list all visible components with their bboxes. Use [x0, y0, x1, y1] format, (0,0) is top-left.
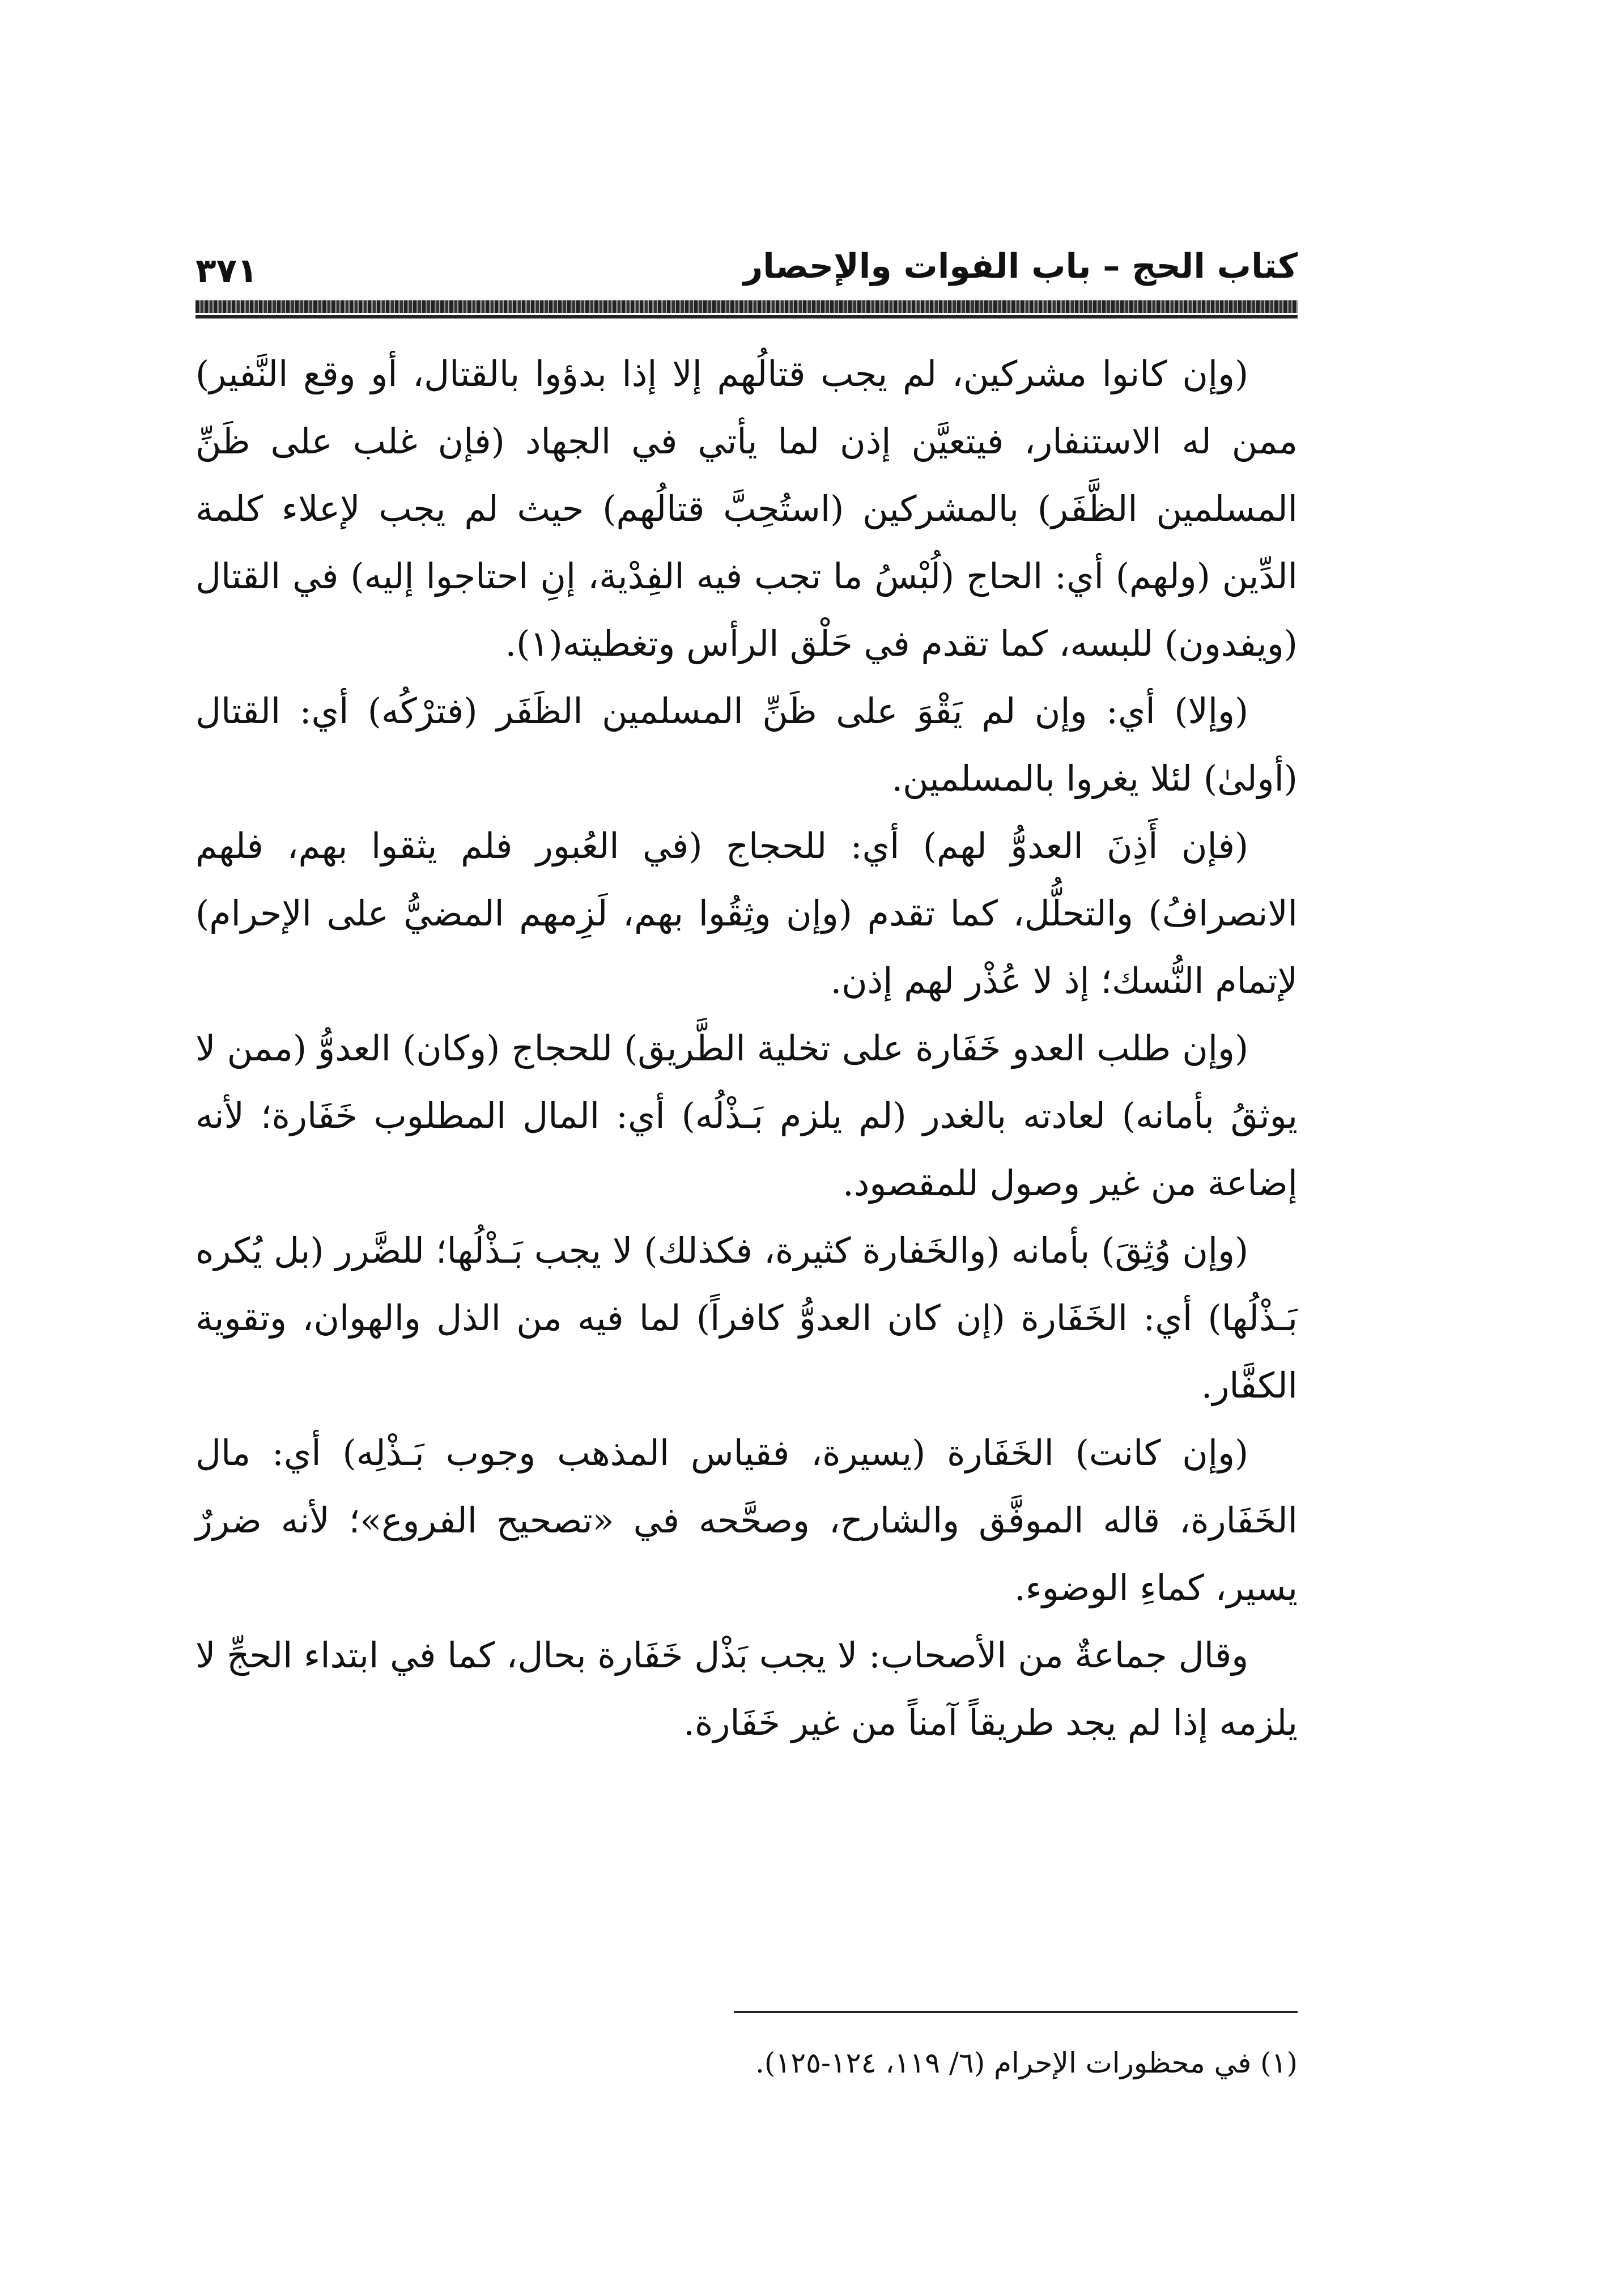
main-text	[195, 340, 1298, 1756]
page-number: ٣٧١	[195, 251, 258, 291]
paragraph: (وإلا) أي: وإن لم يَقْوَ على ظَنِّ المسلمين الظَفَر (فترْكُه) أي: القتال (أولىٰ) لئلا يغروا بالمسلمين.	[195, 690, 1298, 799]
paragraph: (وإن كانوا مشركين، لم يجب قتالُهم إلا إذا بدؤوا بالقتال، أو وقع النَّفير) ممن له الاستنفار، فيتعيَّن إذن لما يأتي في الجهاد (فإن غلب على ظَنِّ المسلمين الظَّفَر) بالمشركين (استُحِبَّ قتالُهم) حيث لم يجب لإعلاء كلمة الدِّين (ولهم) أي: الحاج (لُبْسُ ما تجب فيه الفِدْية، إنِ احتاجوا إليه) في القتال (ويفدون) للبسه، كما تقدم في حَلْق الرأس وتغطيته(١).	[195, 353, 1298, 664]
paragraph: (وإن طلب العدو خَفَارة على تخلية الطَّريق) للحجاج (وكان) العدوُّ (ممن لا يوثقُ بأمانه) لعادته بالغدر (لم يلزم بَـذْلُه) أي: المال المطلوب خَفَارة؛ لأنه إضاعة من غير وصول للمقصود.	[195, 1027, 1298, 1204]
footnote-separator	[734, 2011, 1298, 2013]
paragraph: (فإن أَذِنَ العدوُّ لهم) أي: للحجاج (في العُبور فلم يثقوا بهم، فلهم الانصرافُ) والتحلُّل، كما تقدم (وإن وثِقُوا بهم، لَزِمهم المضيُّ على الإحرام) لإتمام النُّسك؛ إذ لا عُذْر لهم إذن.	[195, 825, 1298, 1001]
paragraph: (وإن وُثِقَ) بأمانه (والخَفارة كثيرة، فكذلك) لا يجب بَـذْلُها؛ للضَّرر (بل يُكره بَـذْلُها) أي: الخَفَارة (إن كان العدوُّ كافراً) لما فيه من الذل والهوان، وتقوية الكفَّار.	[195, 1230, 1298, 1406]
header-title: كتاب الحج – باب الفوات والإحصار	[743, 247, 1298, 286]
running-header	[195, 238, 1298, 300]
header-rule	[195, 315, 1298, 319]
paragraph: (وإن كانت) الخَفَارة (يسيرة، فقياس المذهب وجوب بَـذْلِه) أي: مال الخَفَارة، قاله الموفَّق والشارح، وصحَّحه في «تصحيح الفروع»؛ لأنه ضررٌ يسير، كماءِ الوضوء.	[195, 1432, 1298, 1608]
footnote: (١) في محظورات الإحرام (٦/ ١١٩، ١٢٤-١٢٥).	[755, 2046, 1298, 2079]
header-decorative-rule	[195, 300, 1298, 313]
paragraph: وقال جماعةٌ من الأصحاب: لا يجب بَذْل خَفَارة بحال، كما في ابتداء الحجِّ لا يلزمه إذا لم يجد طريقاً آمناً من غير خَفَارة.	[195, 1634, 1298, 1743]
